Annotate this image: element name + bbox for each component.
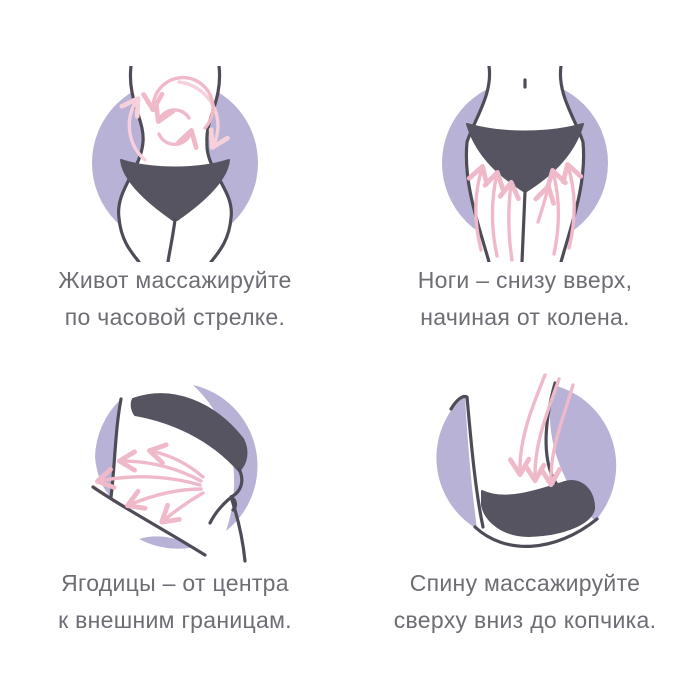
caption-buttocks [58,565,292,639]
panel-back [350,353,700,656]
panel-buttocks [0,353,350,656]
legs-massage-illustration [405,66,645,262]
caption-back [394,565,657,639]
caption-buttocks-line1: Ягодицы – от центра [61,570,289,596]
caption-legs-line2: начиная от колена. [420,304,630,330]
body-shape [119,66,232,262]
caption-buttocks-line2: к внешним границам. [58,607,292,633]
caption-legs [418,262,633,336]
caption-legs-line1: Ноги – снизу вверх, [417,267,633,293]
panel-legs [350,50,700,353]
caption-belly-line1: Живот массажируйте [58,267,292,293]
instruction-grid [0,50,700,656]
caption-belly-line2: по часовой стрелке. [64,304,286,330]
buttocks-massage-illustration [55,369,295,565]
underwear-shape [482,481,594,536]
caption-back-line2: сверху вниз до копчика. [393,607,657,633]
caption-back-line1: Спину массажируйте [409,570,641,596]
caption-belly [58,262,291,336]
back-massage-illustration [405,369,645,565]
belly-massage-illustration [55,66,295,262]
panel-belly [0,50,350,353]
